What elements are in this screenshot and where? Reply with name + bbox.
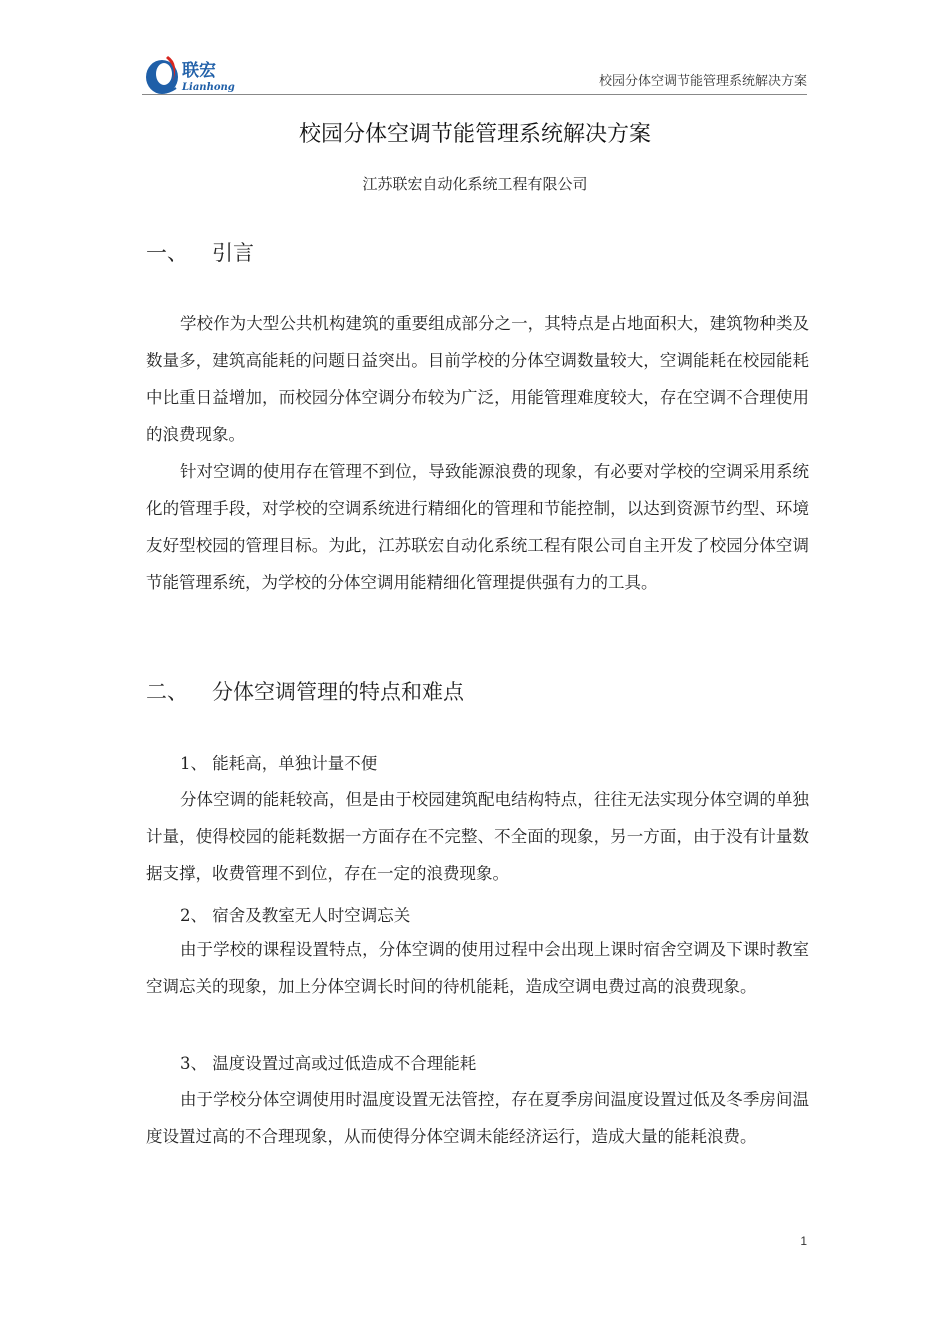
logo-english-text: Lianhong bbox=[182, 82, 235, 93]
section-number: 一、 bbox=[146, 241, 188, 265]
section-heading-introduction bbox=[146, 237, 254, 267]
section-heading-features bbox=[146, 676, 464, 706]
document-subtitle: 江苏联宏自动化系统工程有限公司 bbox=[362, 175, 588, 193]
paragraph: 由于学校分体空调使用时温度设置无法管控，存在夏季房间温度设置过低及冬季房间温度设置过高的不合理现象，从而使得分体空调未能经济运行，造成大量的能耗浪费。 bbox=[146, 1090, 809, 1146]
section-number: 二、 bbox=[146, 680, 188, 704]
subsection-heading: 1、 能耗高，单独计量不便 bbox=[180, 754, 378, 773]
running-header-title: 校园分体空调节能管理系统解决方案 bbox=[598, 74, 807, 89]
header-divider bbox=[142, 94, 807, 95]
paragraph: 由于学校的课程设置特点，分体空调的使用过程中会出现上课时宿舍空调及下课时教室空调忘关的现象，加上分体空调长时间的待机能耗，造成空调电费过高的浪费现象。 bbox=[146, 940, 809, 996]
subsection-heading: 3、 温度设置过高或过低造成不合理能耗 bbox=[180, 1054, 477, 1073]
document-title: 校园分体空调节能管理系统解决方案 bbox=[298, 122, 651, 147]
section-heading-text: 引言 bbox=[212, 241, 254, 265]
company-logo bbox=[142, 50, 242, 100]
logo-chinese-text: 联宏 bbox=[182, 61, 216, 81]
section-heading-text: 分体空调管理的特点和难点 bbox=[212, 680, 464, 704]
subsection-heading: 2、 宿舍及教室无人时空调忘关 bbox=[180, 906, 411, 925]
page-number: 1 bbox=[800, 1234, 807, 1248]
paragraph: 针对空调的使用存在管理不到位，导致能源浪费的现象，有必要对学校的空调采用系统化的管理手段，对学校的空调系统进行精细化的管理和节能控制，以达到资源节约型、环境友好型校园的管理目标。为此，江苏联宏自动化系统工程有限公司自主开发了校园分体空调节能管理系统，为学校的分体空调用能精细化管理提供强有力的工具。 bbox=[146, 462, 809, 592]
paragraph: 分体空调的能耗较高，但是由于校园建筑配电结构特点，往往无法实现分体空调的单独计量，使得校园的能耗数据一方面存在不完整、不全面的现象，另一方面，由于没有计量数据支撑，收费管理不到位，存在一定的浪费现象。 bbox=[146, 790, 809, 883]
paragraph: 学校作为大型公共机构建筑的重要组成部分之一，其特点是占地面积大，建筑物种类及数量多，建筑高能耗的问题日益突出。目前学校的分体空调数量较大，空调能耗在校园能耗中比重日益增加，而校园分体空调分布较为广泛，用能管理难度较大，存在空调不合理使用的浪费现象。 bbox=[146, 314, 809, 444]
